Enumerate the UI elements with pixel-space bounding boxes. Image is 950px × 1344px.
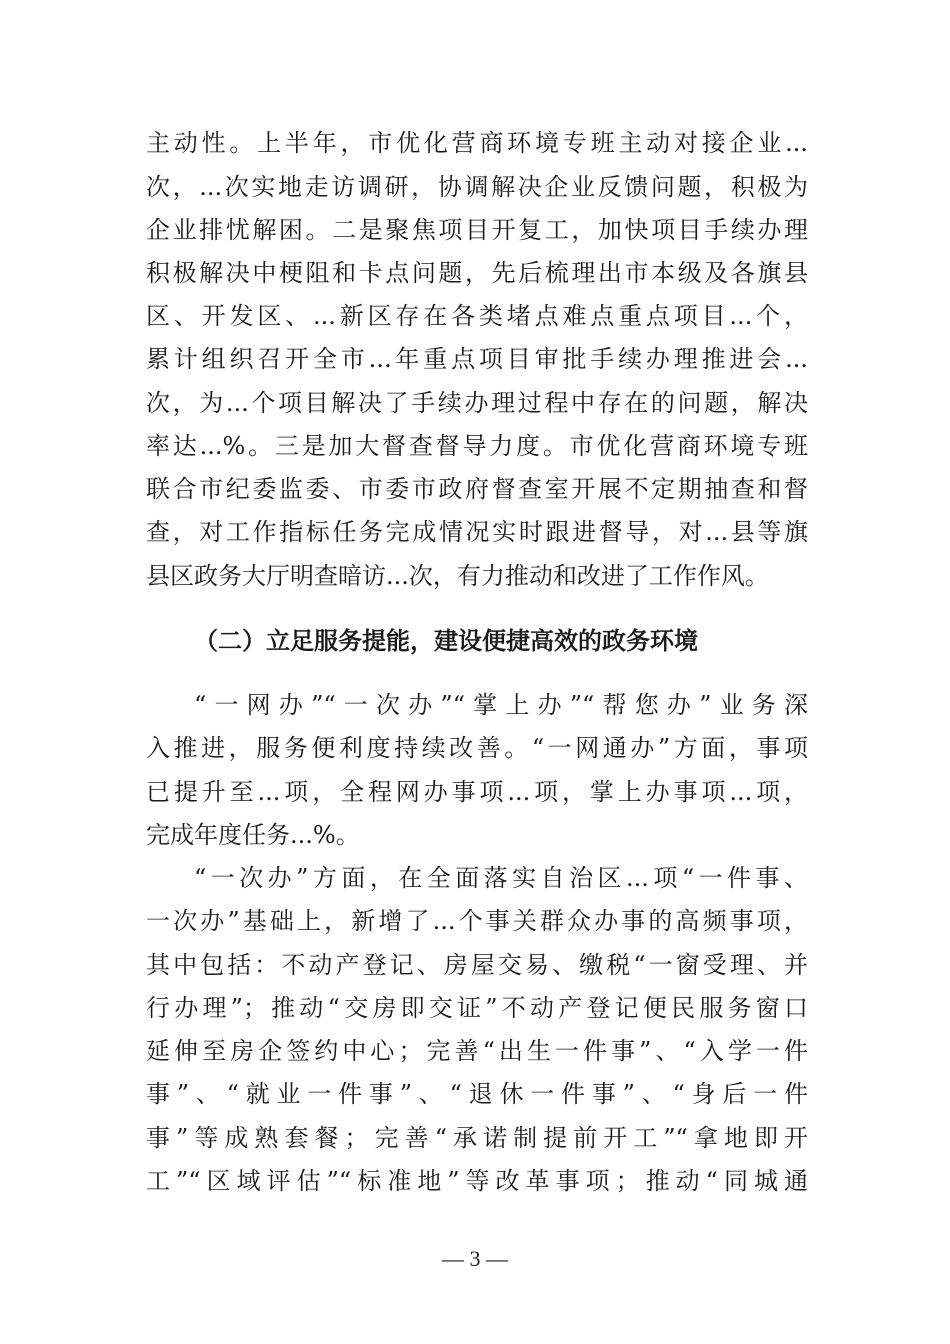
paragraph-3-line-5: 延伸至房企签约中心；完善“出生一件事”、“入学一件 bbox=[146, 1037, 808, 1065]
paragraph-1-line-2: 次，...次实地走访调研，协调解决企业反馈问题，积极为 bbox=[146, 173, 808, 201]
paragraph-1-line-4: 积极解决中梗阻和卡点问题，先后梳理出市本级及各旗县 bbox=[146, 259, 808, 287]
paragraph-2-line-1: “一网办”“一次办”“掌上办”“帮您办”业务深 bbox=[194, 691, 808, 719]
paragraph-1-line-11: 县区政务大厅明查暗访...次，有力推动和改进了工作作风。 bbox=[146, 562, 769, 590]
paragraph-2-line-4: 完成年度任务...%。 bbox=[146, 821, 360, 849]
paragraph-1-line-10: 查，对工作指标任务完成情况实时跟进督导，对...县等旗 bbox=[146, 518, 808, 546]
paragraph-1-line-6: 累计组织召开全市...年重点项目审批手续办理推进会... bbox=[146, 345, 808, 373]
paragraph-1-line-8: 率达...%。三是加大督查督导力度。市优化营商环境专班 bbox=[146, 432, 808, 460]
paragraph-2-line-3: 已提升至...项，全程网办事项...项，掌上办事项...项， bbox=[146, 778, 808, 806]
section-heading: （二）立足服务提能，建设便捷高效的政务环境 bbox=[194, 627, 698, 655]
paragraph-3-line-2: 一次办”基础上，新增了...个事关群众办事的高频事项， bbox=[146, 907, 808, 935]
paragraph-1-line-1: 主动性。上半年，市优化营商环境专班主动对接企业... bbox=[146, 129, 808, 157]
paragraph-3-line-1: “一次办”方面，在全面落实自治区...项“一件事、 bbox=[194, 864, 808, 892]
paragraph-1-line-7: 次，为...个项目解决了手续办理过程中存在的问题，解决 bbox=[146, 389, 808, 417]
page-number: — 3 — bbox=[442, 1246, 508, 1271]
paragraph-1-line-3: 企业排忧解困。二是聚焦项目开复工，加快项目手续办理 bbox=[146, 216, 808, 244]
paragraph-3-line-3: 其中包括：不动产登记、房屋交易、缴税“一窗受理、并 bbox=[146, 951, 808, 979]
paragraph-3-line-7: 事”等成熟套餐；完善“承诺制提前开工”“拿地即开 bbox=[146, 1124, 808, 1152]
paragraph-1-line-9: 联合市纪委监委、市委市政府督查室开展不定期抽查和督 bbox=[146, 475, 808, 503]
paragraph-2-line-2: 入推进，服务便利度持续改善。“一网通办”方面，事项 bbox=[146, 734, 808, 762]
paragraph-3-line-8: 工”“区域评估”“标准地”等改革事项；推动“同城通 bbox=[146, 1167, 808, 1195]
paragraph-3-line-6: 事”、“就业一件事”、“退休一件事”、“身后一件 bbox=[146, 1080, 808, 1108]
paragraph-1-line-5: 区、开发区、...新区存在各类堵点难点重点项目...个， bbox=[146, 302, 808, 330]
paragraph-3-line-4: 行办理”；推动“交房即交证”不动产登记便民服务窗口 bbox=[146, 994, 808, 1022]
